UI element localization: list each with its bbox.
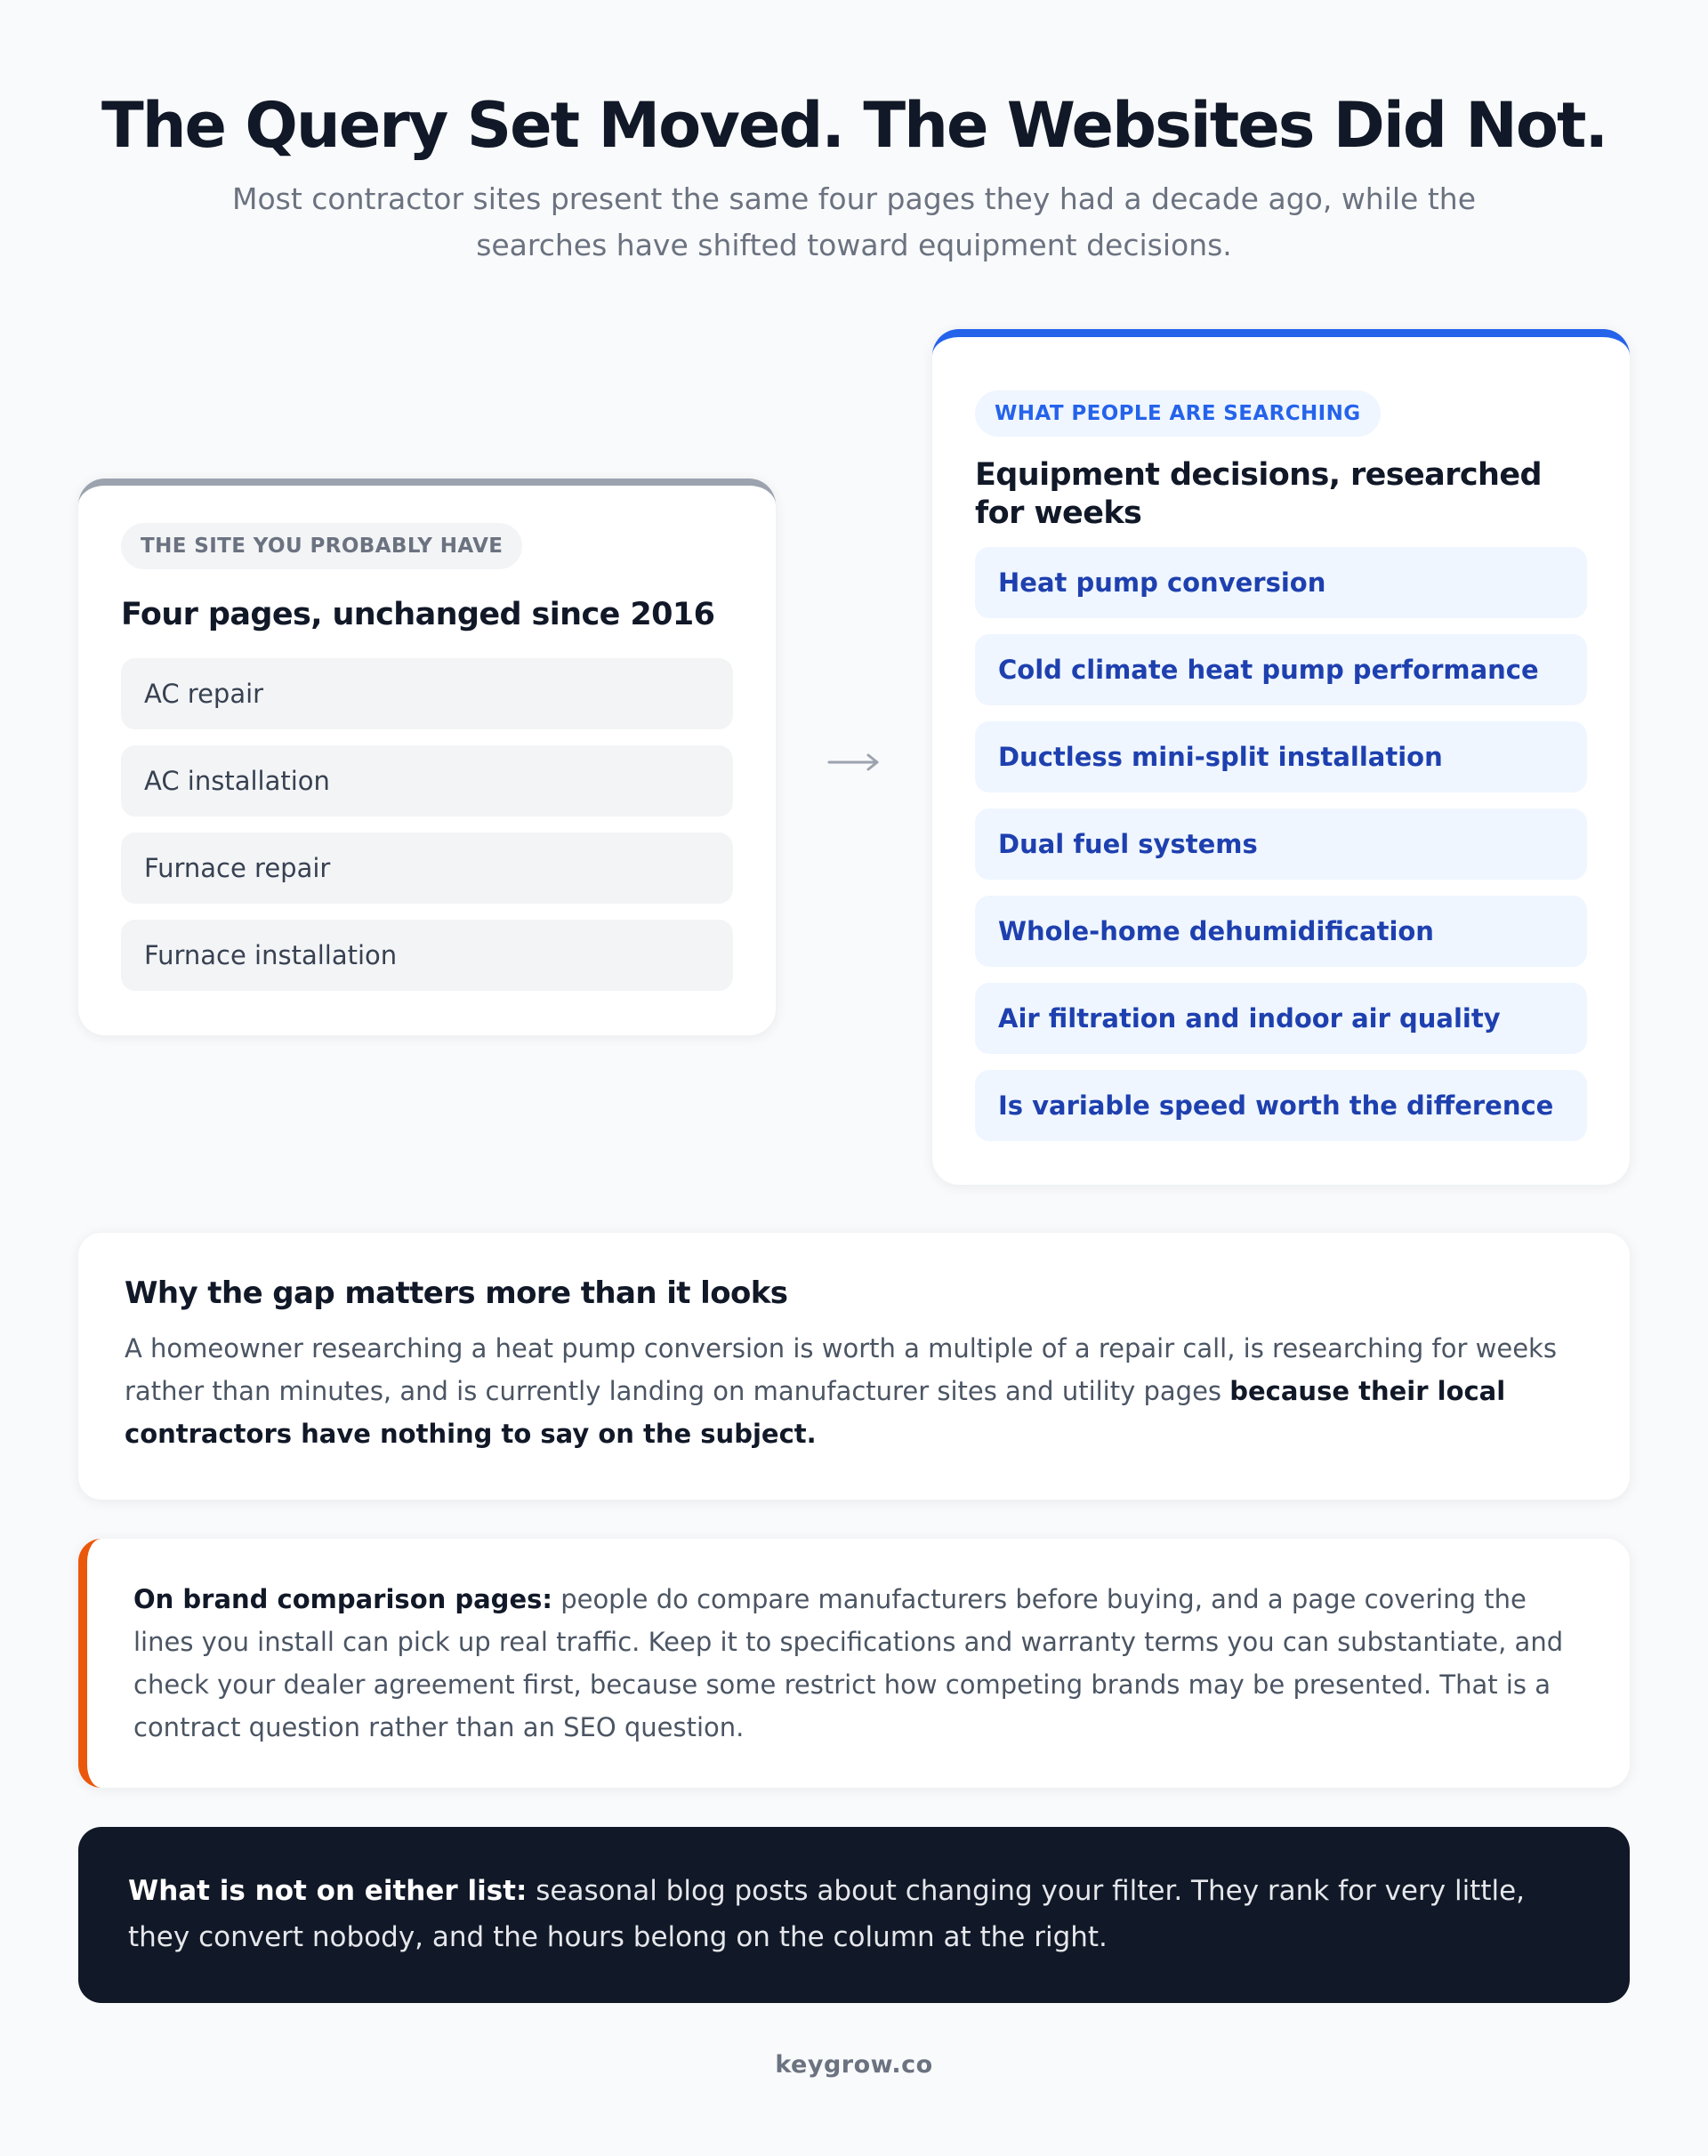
gap-body-emphasis: because their local contractors have nothing to say on the subject. (125, 1376, 1506, 1449)
list-item: Furnace installation (121, 920, 733, 991)
arrow-right-icon (826, 731, 882, 793)
callout-text: seasonal blog posts about changing your filter. They rank for very little, they convert nobody, and the hours belong on the column at the right. (128, 1875, 1526, 1953)
searches-heading: Equipment decisions, researched for weeks (975, 457, 1542, 531)
list-item: Cold climate heat pump performance (975, 634, 1587, 705)
current-pages-list (121, 658, 733, 1007)
callout-lead: What is not on either list: (128, 1875, 528, 1907)
list-item: Dual fuel systems (975, 808, 1587, 880)
list-item: AC installation (121, 745, 733, 817)
gap-body-text: A homeowner researching a heat pump conversion is worth a multiple of a repair call, is researching for weeks rather than minutes, and is currently landing on manufacturer sites and utility pages (125, 1333, 1557, 1406)
list-item: Heat pump conversion (975, 547, 1587, 618)
note-lead: On brand comparison pages: (133, 1584, 552, 1614)
footer-brand: keygrow.co (775, 2051, 933, 2079)
brand-comparison-note (78, 1539, 1630, 1788)
note-body (133, 1578, 1575, 1749)
list-item: Air filtration and indoor air quality (975, 983, 1587, 1054)
callout-body (128, 1868, 1587, 1960)
page-title: The Query Set Moved. The Websites Did Not. (101, 89, 1607, 162)
current-site-badge: THE SITE YOU PROBABLY HAVE (121, 523, 522, 569)
not-on-list-callout (78, 1827, 1630, 2003)
current-site-heading: Four pages, unchanged since 2016 (121, 597, 715, 632)
gap-explanation-card (78, 1233, 1630, 1500)
list-item: Whole-home dehumidification (975, 896, 1587, 967)
list-item: Is variable speed worth the difference (975, 1070, 1587, 1141)
note-text: people do compare manufacturers before buying, and a page covering the lines you install can pick up real traffic. Keep it to specifications and warranty terms you can substantiate, and check your dealer agreement first, because some restrict how competing brands may be presented. That is a contract question rather than an SEO question. (133, 1584, 1564, 1742)
searches-badge: WHAT PEOPLE ARE SEARCHING (975, 390, 1381, 437)
gap-body (125, 1327, 1583, 1455)
gap-title: Why the gap matters more than it looks (125, 1275, 788, 1311)
list-item: AC repair (121, 658, 733, 729)
searches-card (932, 329, 1630, 1185)
list-item: Furnace repair (121, 833, 733, 904)
search-topics-list (975, 547, 1587, 1157)
page-subtitle: Most contractor sites present the same four pages they had a decade ago, while the searches have shifted toward equipment decisions. (231, 181, 1477, 262)
current-site-card (78, 479, 776, 1035)
list-item: Ductless mini-split installation (975, 721, 1587, 792)
